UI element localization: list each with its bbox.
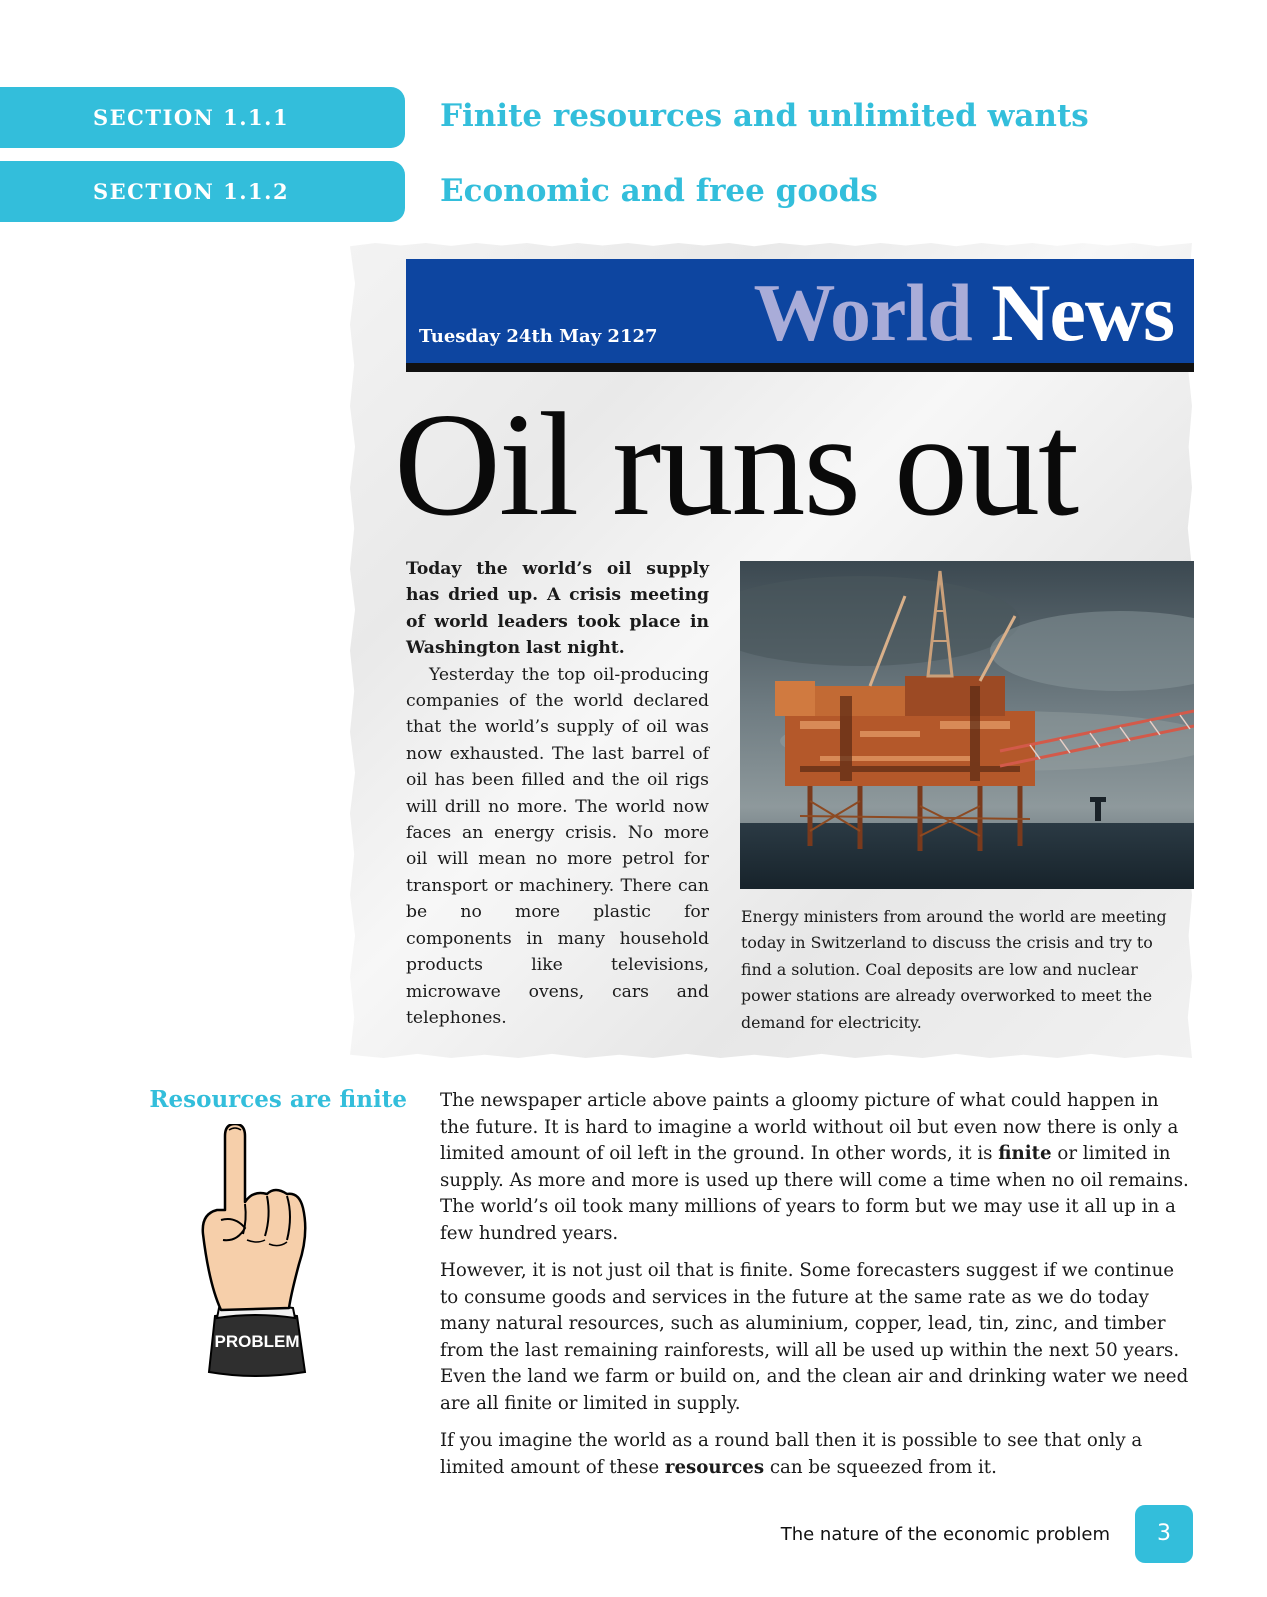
pointing-hand-icon — [195, 1124, 315, 1388]
newspaper-headline: Oil runs out — [394, 383, 1078, 547]
photo-caption: Energy ministers from around the world are meeting today in Switzerland to discuss the crisis and try to find a solution. Coal deposits are low and nuclear power stations are already overworked to meet the demand for electricity. — [741, 907, 1167, 1032]
paragraph-1-part-a: The newspaper article above paints a gloomy picture of what could happen in the future. It is hard to imagine a world without oil but even now there is only a limited amount of oil left in the ground. In other words, it is — [440, 1090, 1179, 1164]
paragraph-1 — [440, 1088, 1193, 1247]
masthead-rule — [406, 363, 1194, 372]
masthead-world: World — [753, 267, 972, 358]
paragraph-1-part-b: or limited in supply. As more and more is used up there will come a time when no oil remains. The world’s oil took many millions of years to form but we may use it all up in a few hundred years. — [440, 1143, 1189, 1244]
side-heading: Resources are finite — [149, 1086, 407, 1113]
article-body: Yesterday the top oil-producing companies of the world declared that the world’s supply of oil was now exhausted. The last barrel of oil has been filled and the oil rigs will drill no more. The world now faces an energy crisis. No more oil will mean no more petrol for transport or machinery. There can be no more plastic for components in many household products like televisions, microwave ovens, cars and telephones. — [406, 664, 709, 1028]
paragraph-2: However, it is not just oil that is finite. Some forecasters suggest if we continue to consume goods and services in the future at the same rate as we do today many natural resources, such as aluminium, copper, lead, tin, zinc, and timber from the last remaining rainforests, will all be used up within the next 50 years. Even the land we farm or build on, and the clean air and drinking water we need are all finite or limited in supply. — [440, 1260, 1189, 1414]
paragraph-3-part-a: If you imagine the world as a round ball then it is possible to see that only a limited amount of these — [440, 1430, 1143, 1478]
page-number: 3 — [1135, 1505, 1193, 1563]
section-tab-2: SECTION 1.1.2 — [0, 161, 405, 222]
term-resources: resources — [664, 1456, 765, 1478]
footer-chapter-label: The nature of the economic problem — [780, 1524, 1110, 1545]
section-title-2: Economic and free goods — [440, 173, 878, 209]
term-finite: finite — [998, 1143, 1052, 1164]
paragraph-3 — [440, 1428, 1193, 1481]
problem-badge: PROBLEM — [214, 1332, 300, 1351]
section-tab-1: SECTION 1.1.1 — [0, 87, 405, 148]
article-lead: Today the world’s oil supply has dried up. A crisis meeting of world leaders took place in Washington last night. — [406, 559, 709, 659]
newspaper-date: Tuesday 24th May 2127 — [419, 326, 658, 347]
section-title-1: Finite resources and unlimited wants — [440, 98, 1089, 134]
oil-rig-photo — [740, 561, 1194, 889]
masthead-news: News — [991, 267, 1174, 358]
main-text — [440, 1088, 1193, 1492]
newspaper-name — [753, 268, 1174, 358]
paragraph-3-part-b: can be squeezed from it. — [764, 1456, 997, 1478]
newspaper-article — [406, 556, 709, 1031]
